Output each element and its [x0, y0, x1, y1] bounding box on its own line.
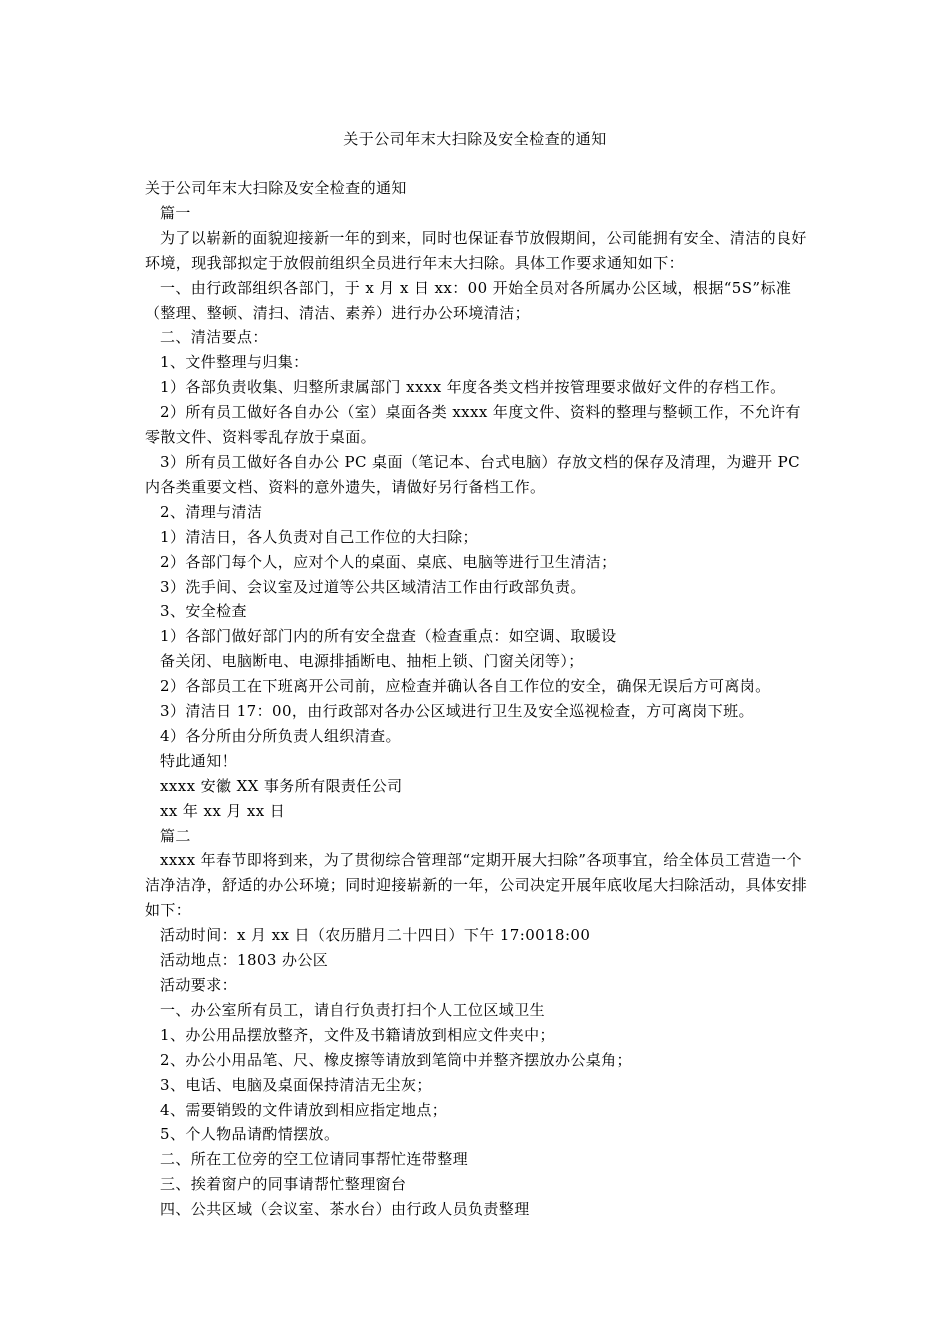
- paragraph-line: 二、清洁要点：: [160, 328, 268, 347]
- paragraph-line: 3、安全检查: [160, 602, 247, 621]
- paragraph-line: 1）清洁日，各人负责对自己工作位的大扫除；: [160, 527, 478, 546]
- paragraph-line: 3）洗手间、会议室及过道等公共区域清洁工作由行政部负责。: [160, 577, 586, 596]
- paragraph-line: 备关闭、电脑断电、电源排插断电、抽柜上锁、门窗关闭等）；: [160, 652, 584, 671]
- paragraph-line: 篇一: [160, 203, 191, 222]
- paragraph-line: 篇二: [160, 826, 191, 845]
- paragraph-line: 3、电话、电脑及桌面保持清洁无尘灰；: [160, 1075, 432, 1094]
- paragraph-line: 活动要求：: [160, 976, 238, 994]
- paragraph-line: 二、所在工位旁的空工位请同事帮忙连带整理: [160, 1150, 469, 1169]
- paragraph-line: xxxx 安徽 XX 事务所有限责任公司: [160, 776, 403, 795]
- paragraph-line: 1）各部门做好部门内的所有安全盘查（检查重点：如空调、取暖设: [160, 627, 617, 646]
- paragraph-line: 1、文件整理与归集：: [160, 353, 309, 372]
- paragraph-line: 2）各部员工在下班离开公司前，应检查并确认各自工作位的安全，确保无误后方可离岗。: [160, 677, 771, 696]
- paragraph-line: 5、个人物品请酌情摆放。: [160, 1125, 340, 1144]
- paragraph-line: xxxx 年春节即将到来，为了贯彻综合管理部“定期开展大扫除”各项事宜，给全体员工营造一个洁净洁净，舒适的办公环境；同时迎接崭新的一年，公司决定开展年底收尾大扫除活动，具体安排如下：: [145, 851, 808, 920]
- paragraph-line: 3）所有员工做好各自办公 PC 桌面（笔记本、台式电脑）存放文档的保存及清理，为避开 PC 内各类重要文档、资料的意外遗失，请做好另行备档工作。: [145, 452, 800, 496]
- document-body: [145, 176, 810, 1222]
- paragraph-line: 关于公司年末大扫除及安全检查的通知: [145, 179, 407, 197]
- paragraph-line: 特此通知！: [160, 751, 238, 770]
- paragraph-line: 活动地点：1803 办公区: [160, 951, 329, 970]
- paragraph-line: 四、公共区域（会议室、茶水台）由行政人员负责整理: [160, 1200, 530, 1219]
- paragraph-line: 3）清洁日 17：00，由行政部对各办公区域进行卫生及安全巡视检查，方可离岗下班。: [160, 702, 754, 721]
- paragraph-line: 一、由行政部组织各部门，于 x 月 x 日 xx：00 开始全员对各所属办公区域，根据“5S”标准（整理、整顿、清扫、清洁、素养）进行办公环境清洁；: [145, 278, 792, 322]
- paragraph-line: 4、需要销毁的文件请放到相应指定地点；: [160, 1100, 448, 1119]
- paragraph-line: 一、办公室所有员工，请自行负责打扫个人工位区域卫生: [160, 1000, 546, 1019]
- paragraph-line: 为了以崭新的面貌迎接新一年的到来，同时也保证春节放假期间，公司能拥有安全、清洁的良好环境，现我部拟定于放假前组织全员进行年末大扫除。具体工作要求通知如下：: [145, 228, 807, 272]
- paragraph-line: 活动时间：x 月 xx 日（农历腊月二十四日）下午 17:0018:00: [160, 926, 591, 945]
- paragraph-line: 三、挨着窗户的同事请帮忙整理窗台: [160, 1175, 407, 1194]
- paragraph-line: 4）各分所由分所负责人组织清查。: [160, 726, 401, 745]
- paragraph-line: 2）各部门每个人，应对个人的桌面、桌底、电脑等进行卫生清洁；: [160, 552, 617, 571]
- paragraph-line: 2、清理与清洁: [160, 502, 263, 521]
- paragraph-line: 1）各部负责收集、归整所隶属部门 xxxx 年度各类文档并按管理要求做好文件的存档工作。: [160, 378, 786, 397]
- paragraph-line: 2、办公小用品笔、尺、橡皮擦等请放到笔筒中并整齐摆放办公桌角；: [160, 1050, 632, 1069]
- paragraph-line: 2）所有员工做好各自办公（室）桌面各类 xxxx 年度文件、资料的整理与整顿工作，不允许有零散文件、资料零乱存放于桌面。: [145, 403, 801, 447]
- page-title: 关于公司年末大扫除及安全检查的通知: [343, 130, 607, 148]
- paragraph-line: 1、办公用品摆放整齐，文件及书籍请放到相应文件夹中；: [160, 1025, 555, 1044]
- paragraph-line: xx 年 xx 月 xx 日: [160, 801, 286, 820]
